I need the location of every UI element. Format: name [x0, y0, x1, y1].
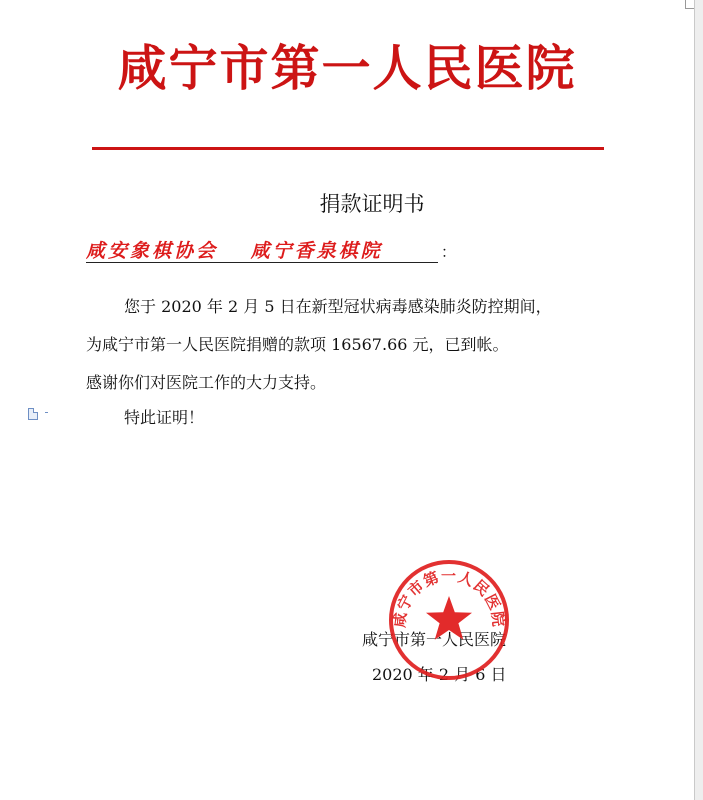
anchor-tick — [45, 412, 48, 413]
letterhead-title: 咸宁市第一人民医院 — [117, 40, 577, 97]
body-paragraph-line: 为咸宁市第一人民医院捐赠的款项 16567.66 元，已到帐。 — [86, 335, 509, 354]
star-icon — [426, 596, 472, 640]
official-seal — [385, 556, 513, 684]
paragraph-anchor-icon[interactable] — [28, 408, 38, 420]
seal-text: 咸宁市第一人民医院 — [390, 566, 508, 629]
recipient-name: 咸宁香泉棋院 — [250, 240, 383, 262]
signature-date: 2020 年 2 月 6 日 — [372, 665, 507, 684]
recipient-suffix: ： — [441, 243, 457, 261]
page-corner-mark — [685, 0, 694, 9]
letterhead-rule — [92, 147, 604, 150]
body-paragraph-line: 感谢你们对医院工作的大力支持。 — [86, 373, 327, 392]
closing-line: 特此证明！ — [124, 408, 205, 427]
document-title: 捐款证明书 — [319, 192, 425, 216]
recipient-line — [86, 236, 438, 263]
signature-organization: 咸宁市第一人民医院 — [362, 630, 507, 649]
recipient-name: 咸安象棋协会 — [86, 240, 219, 262]
page-edge — [694, 0, 703, 800]
body-paragraph-line: 您于 2020 年 2 月 5 日在新型冠状病毒感染肺炎防控期间， — [124, 297, 552, 316]
